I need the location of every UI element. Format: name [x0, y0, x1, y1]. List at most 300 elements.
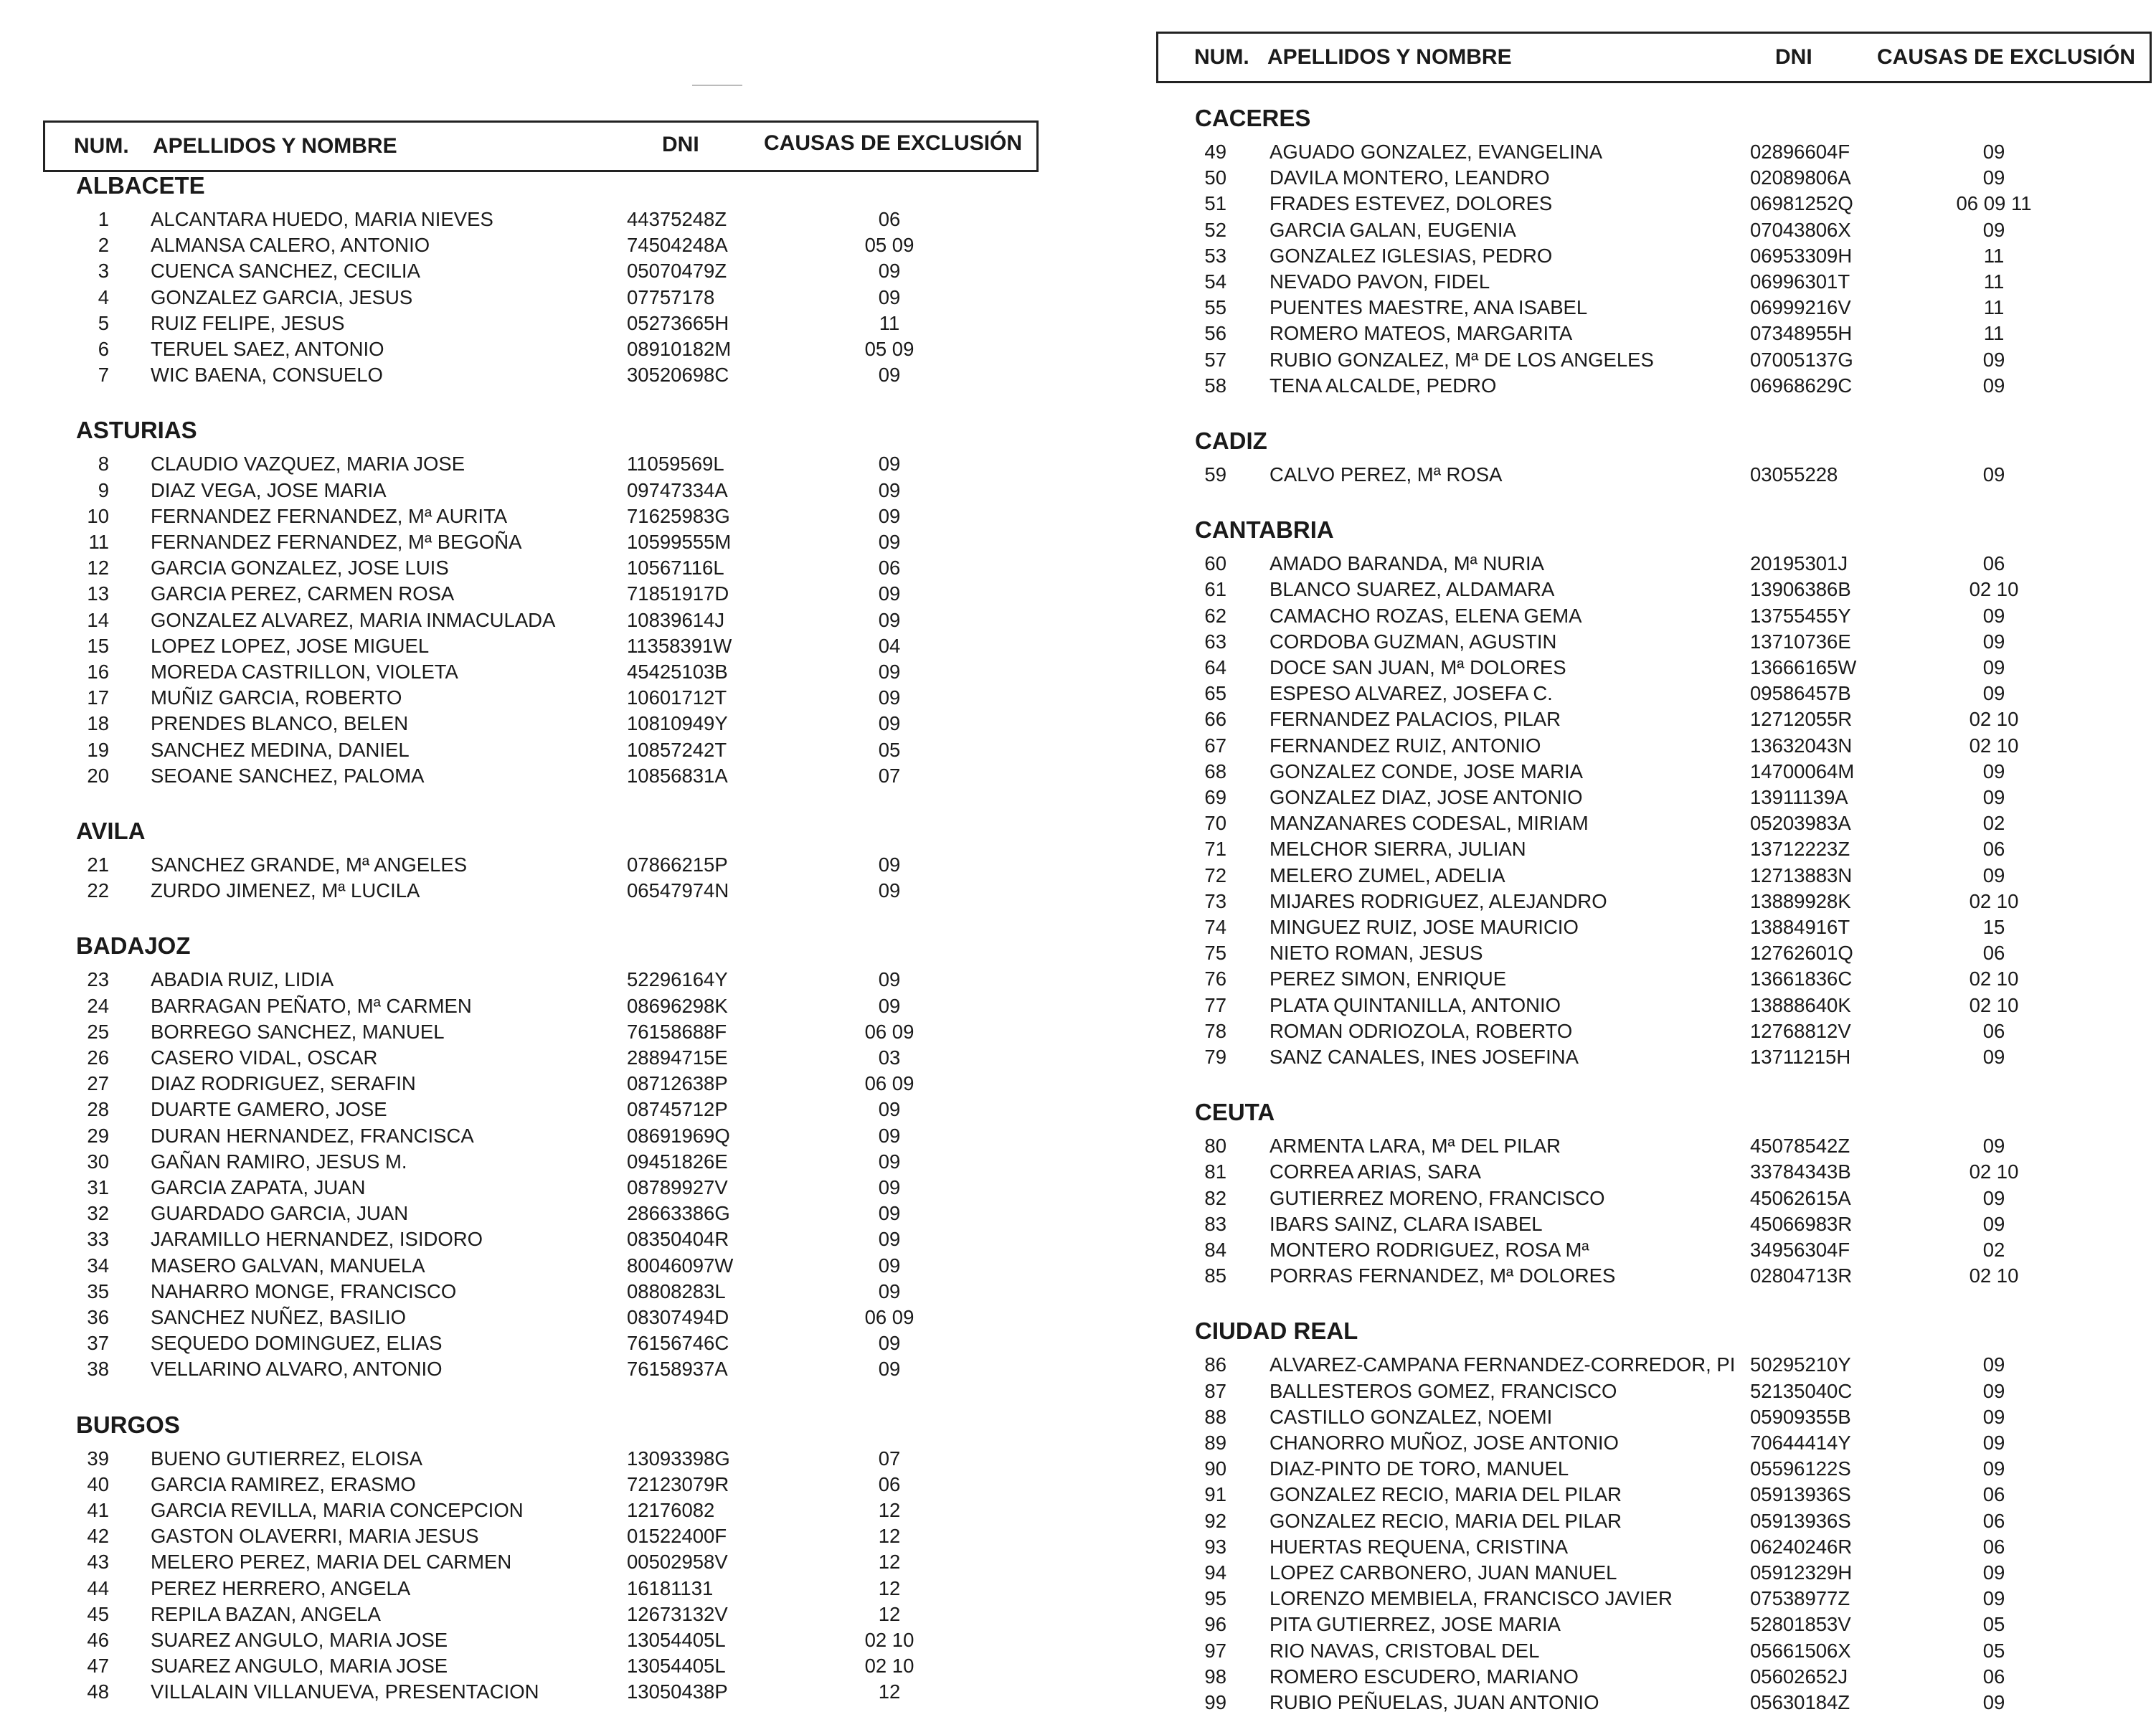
row-number: 8	[98, 453, 109, 476]
row-number: 35	[87, 1280, 109, 1302]
row-number: 64	[1204, 656, 1226, 678]
row-causes: 09	[878, 968, 901, 991]
table-row	[1133, 656, 2152, 682]
row-causes: 02 10	[1969, 734, 2019, 757]
row-causes: 06	[878, 1472, 901, 1495]
row-number: 29	[87, 1124, 109, 1147]
table-row	[1133, 760, 2152, 786]
row-number: 20	[87, 764, 109, 787]
row-dni: 12762601Q	[1750, 942, 1853, 965]
header-causes: CAUSAS DE EXCLUSIÓN	[764, 131, 1023, 155]
row-causes: 09	[878, 504, 901, 527]
row-name: PITA GUTIERREZ, JOSE MARIA	[1270, 1613, 1561, 1636]
row-name: CASERO VIDAL, OSCAR	[151, 1046, 378, 1069]
row-dni: 05913936S	[1750, 1509, 1851, 1532]
row-number: 74	[1204, 916, 1226, 938]
row-dni: 05630184Z	[1750, 1691, 1850, 1713]
row-dni: 28663386G	[627, 1202, 730, 1225]
row-causes: 09	[878, 260, 901, 283]
row-dni: 28894715E	[627, 1046, 728, 1069]
row-number: 95	[1204, 1587, 1226, 1610]
table-row	[1133, 578, 2152, 604]
table-row	[0, 234, 1047, 260]
row-number: 82	[1204, 1186, 1226, 1209]
row-name: GARCIA PEREZ, CARMEN ROSA	[151, 582, 455, 605]
section-heading: CEUTA	[1195, 1099, 1275, 1126]
row-number: 9	[98, 478, 109, 501]
table-row	[1133, 192, 2152, 218]
section-heading: CANTABRIA	[1195, 516, 1334, 544]
row-number: 32	[87, 1202, 109, 1225]
row-name: CORDOBA GUZMAN, AGUSTIN	[1270, 630, 1557, 653]
row-name: GONZALEZ DIAZ, JOSE ANTONIO	[1270, 786, 1583, 808]
row-number: 53	[1204, 244, 1226, 267]
row-causes: 06	[1982, 1509, 2005, 1532]
row-dni: 12673132V	[627, 1602, 728, 1625]
row-name: ZURDO JIMENEZ, Mª LUCILA	[151, 879, 420, 902]
row-number: 39	[87, 1447, 109, 1470]
row-number: 81	[1204, 1160, 1226, 1183]
table-row	[0, 312, 1047, 338]
table-row	[0, 531, 1047, 557]
table-row	[1133, 1020, 2152, 1046]
row-number: 33	[87, 1228, 109, 1251]
table-row	[1133, 994, 2152, 1020]
row-name: MIJARES RODRIGUEZ, ALEJANDRO	[1270, 889, 1607, 912]
table-row	[1133, 838, 2152, 864]
row-causes: 09	[878, 1124, 901, 1147]
row-name: NAHARRO MONGE, FRANCISCO	[151, 1280, 457, 1302]
row-number: 47	[87, 1655, 109, 1678]
table-row	[0, 1176, 1047, 1202]
section-heading: CADIZ	[1195, 427, 1267, 454]
row-dni: 13911139A	[1750, 786, 1848, 808]
row-dni: 76158688F	[627, 1020, 727, 1043]
row-causes: 09	[1982, 604, 2005, 627]
row-dni: 08691969Q	[627, 1124, 730, 1147]
table-row	[0, 879, 1047, 905]
section-heading: ALBACETE	[76, 172, 205, 199]
row-causes: 11	[1983, 296, 2005, 319]
row-causes: 09	[1982, 1432, 2005, 1454]
row-causes: 05	[878, 738, 901, 761]
row-number: 89	[1204, 1432, 1226, 1454]
row-number: 1	[98, 208, 109, 230]
row-number: 11	[88, 531, 109, 553]
table-row	[1133, 968, 2152, 993]
row-number: 73	[1204, 889, 1226, 912]
row-causes: 09	[1982, 1587, 2005, 1610]
row-dni: 13888640K	[1750, 993, 1851, 1016]
table-row	[1133, 1160, 2152, 1186]
table-row	[1133, 245, 2152, 270]
row-causes: 09	[878, 994, 901, 1017]
row-dni: 07757178	[627, 285, 715, 308]
row-name: BORREGO SANCHEZ, MANUEL	[151, 1020, 445, 1043]
row-dni: 12176082	[627, 1499, 715, 1521]
header-name: APELLIDOS Y NOMBRE	[153, 134, 397, 158]
row-dni: 44375248Z	[627, 208, 727, 230]
row-name: LOPEZ CARBONERO, JUAN MANUEL	[1270, 1561, 1617, 1584]
row-dni: 05913936S	[1750, 1483, 1851, 1506]
table-row	[1133, 890, 2152, 916]
row-causes: 02 10	[1969, 578, 2019, 601]
row-dni: 08808283L	[627, 1280, 726, 1302]
row-causes: 09	[1982, 682, 2005, 705]
row-number: 60	[1204, 552, 1226, 575]
table-row	[1133, 864, 2152, 890]
row-number: 54	[1204, 270, 1226, 293]
row-dni: 10856831A	[627, 764, 728, 787]
row-dni: 13661836C	[1750, 968, 1853, 990]
table-row	[0, 1655, 1047, 1680]
row-name: GONZALEZ RECIO, MARIA DEL PILAR	[1270, 1509, 1622, 1532]
row-causes: 12	[878, 1525, 901, 1548]
row-name: GARCIA RAMIREZ, ERASMO	[151, 1472, 416, 1495]
header-num: NUM.	[1194, 45, 1249, 69]
row-number: 58	[1204, 374, 1226, 397]
row-causes: 09	[1982, 141, 2005, 163]
table-row	[0, 1228, 1047, 1254]
row-name: PUENTES MAESTRE, ANA ISABEL	[1270, 296, 1588, 319]
row-causes: 07	[878, 1447, 901, 1470]
row-dni: 12768812V	[1750, 1019, 1851, 1042]
table-row	[1133, 1561, 2152, 1587]
row-dni: 06999216V	[1750, 296, 1851, 319]
row-dni: 45425103B	[627, 661, 728, 683]
row-name: GUTIERREZ MORENO, FRANCISCO	[1270, 1186, 1605, 1209]
row-dni: 03055228	[1750, 463, 1838, 486]
table-row	[1133, 1587, 2152, 1613]
row-number: 96	[1204, 1613, 1226, 1636]
row-number: 65	[1204, 682, 1226, 705]
table-row	[0, 557, 1047, 582]
table-row	[0, 505, 1047, 531]
row-dni: 76156746C	[627, 1332, 729, 1355]
row-number: 98	[1204, 1665, 1226, 1688]
row-number: 70	[1204, 812, 1226, 835]
table-row	[1133, 219, 2152, 245]
row-causes: 09	[878, 1228, 901, 1251]
row-number: 21	[87, 853, 109, 876]
table-row	[0, 1603, 1047, 1629]
row-causes: 09	[1982, 630, 2005, 653]
row-number: 34	[87, 1254, 109, 1277]
row-name: MUÑIZ GARCIA, ROBERTO	[151, 686, 402, 709]
row-name: JARAMILLO HERNANDEZ, ISIDORO	[151, 1228, 483, 1251]
row-number: 10	[87, 504, 109, 527]
row-causes: 09	[878, 478, 901, 501]
row-dni: 13054405L	[627, 1629, 726, 1651]
row-dni: 06547974N	[627, 879, 729, 902]
row-number: 23	[87, 968, 109, 991]
row-dni: 07538977Z	[1750, 1587, 1850, 1610]
row-dni: 10567116L	[627, 557, 724, 580]
row-dni: 06996301T	[1750, 270, 1850, 293]
row-causes: 09	[878, 853, 901, 876]
row-name: MONTERO RODRIGUEZ, ROSA Mª	[1270, 1239, 1589, 1261]
table-row	[1133, 630, 2152, 656]
row-causes: 06	[1982, 552, 2005, 575]
row-causes: 02	[1982, 812, 2005, 835]
row-dni: 13712223Z	[1750, 838, 1850, 861]
row-name: MELCHOR SIERRA, JULIAN	[1270, 838, 1526, 861]
row-name: NEVADO PAVON, FIDEL	[1270, 270, 1490, 293]
row-name: PEREZ SIMON, ENRIQUE	[1270, 968, 1507, 990]
row-dni: 07043806X	[1750, 218, 1851, 241]
table-row	[1133, 1457, 2152, 1483]
row-name: BARRAGAN PEÑATO, Mª CARMEN	[151, 994, 472, 1017]
row-causes: 02 10	[864, 1655, 914, 1678]
table-row	[0, 479, 1047, 505]
row-dni: 71625983G	[627, 504, 730, 527]
section-heading: CACERES	[1195, 105, 1311, 131]
table-row	[0, 686, 1047, 712]
table-row	[1133, 682, 2152, 708]
row-dni: 07866215P	[627, 853, 728, 876]
row-number: 28	[87, 1098, 109, 1121]
row-name: RUBIO PEÑUELAS, JUAN ANTONIO	[1270, 1691, 1599, 1713]
table-row	[0, 635, 1047, 661]
row-causes: 02	[1982, 1239, 2005, 1261]
row-dni: 30520698C	[627, 364, 729, 387]
table-row	[1133, 1406, 2152, 1432]
table-row	[0, 1150, 1047, 1176]
table-row	[1133, 1640, 2152, 1665]
row-name: DAVILA MONTERO, LEANDRO	[1270, 166, 1550, 189]
row-name: DIAZ RODRIGUEZ, SERAFIN	[151, 1072, 416, 1095]
row-number: 72	[1204, 864, 1226, 886]
row-number: 6	[98, 338, 109, 360]
row-number: 38	[87, 1358, 109, 1381]
row-number: 36	[87, 1306, 109, 1328]
row-causes: 06	[1982, 1535, 2005, 1558]
row-number: 16	[87, 661, 109, 683]
row-dni: 13755455Y	[1750, 604, 1851, 627]
row-dni: 70644414Y	[1750, 1432, 1851, 1454]
row-number: 14	[87, 608, 109, 631]
row-name: GONZALEZ RECIO, MARIA DEL PILAR	[1270, 1483, 1622, 1506]
row-causes: 09	[878, 1280, 901, 1302]
row-dni: 13710736E	[1750, 630, 1851, 653]
row-dni: 13711215H	[1750, 1046, 1851, 1068]
row-number: 90	[1204, 1457, 1226, 1480]
table-row	[0, 1098, 1047, 1124]
row-name: GAÑAN RAMIRO, JESUS M.	[151, 1150, 407, 1173]
row-number: 86	[1204, 1353, 1226, 1376]
row-number: 25	[87, 1020, 109, 1043]
row-number: 51	[1204, 192, 1226, 215]
table-row	[0, 712, 1047, 738]
row-causes: 09	[1982, 1561, 2005, 1584]
table-row	[1133, 786, 2152, 812]
row-number: 68	[1204, 760, 1226, 782]
row-dni: 52801853V	[1750, 1613, 1851, 1636]
row-name: CUENCA SANCHEZ, CECILIA	[151, 260, 420, 283]
row-name: AGUADO GONZALEZ, EVANGELINA	[1270, 141, 1603, 163]
table-row	[1133, 1432, 2152, 1457]
row-number: 37	[87, 1332, 109, 1355]
row-name: MOREDA CASTRILLON, VIOLETA	[151, 661, 458, 683]
row-name: CALVO PEREZ, Mª ROSA	[1270, 463, 1503, 486]
row-causes: 09	[878, 285, 901, 308]
row-name: SANCHEZ GRANDE, Mª ANGELES	[151, 853, 468, 876]
row-causes: 05	[1982, 1613, 2005, 1636]
row-dni: 08910182M	[627, 338, 732, 360]
row-name: ALMANSA CALERO, ANTONIO	[151, 234, 430, 257]
row-number: 13	[87, 582, 109, 605]
row-causes: 05 09	[864, 234, 914, 257]
row-name: SUAREZ ANGULO, MARIA JOSE	[151, 1629, 448, 1651]
row-name: SEOANE SANCHEZ, PALOMA	[151, 764, 425, 787]
row-causes: 06	[878, 557, 901, 580]
row-causes: 09	[878, 1098, 901, 1121]
table-row	[0, 1072, 1047, 1098]
row-number: 49	[1204, 141, 1226, 163]
row-name: ARMENTA LARA, Mª DEL PILAR	[1270, 1135, 1561, 1158]
row-number: 80	[1204, 1135, 1226, 1158]
row-dni: 08307494D	[627, 1306, 729, 1328]
row-causes: 06	[1982, 838, 2005, 861]
row-dni: 13889928K	[1750, 889, 1851, 912]
row-name: PEREZ HERRERO, ANGELA	[151, 1576, 411, 1599]
row-name: CASTILLO GONZALEZ, NOEMI	[1270, 1405, 1553, 1428]
row-number: 15	[87, 634, 109, 657]
row-name: ROMAN ODRIOZOLA, ROBERTO	[1270, 1019, 1573, 1042]
table-row	[1133, 1187, 2152, 1213]
row-causes: 02 10	[1969, 889, 2019, 912]
table-row	[0, 1447, 1047, 1473]
row-causes: 05	[1982, 1639, 2005, 1662]
row-dni: 10857242T	[627, 738, 727, 761]
table-row	[0, 1280, 1047, 1306]
row-name: CAMACHO ROZAS, ELENA GEMA	[1270, 604, 1582, 627]
row-dni: 10810949Y	[627, 712, 728, 735]
row-causes: 09	[1982, 1135, 2005, 1158]
row-dni: 06981252Q	[1750, 192, 1853, 215]
row-number: 97	[1204, 1639, 1226, 1662]
row-dni: 10601712T	[627, 686, 727, 709]
row-dni: 08745712P	[627, 1098, 728, 1121]
table-row	[0, 1551, 1047, 1576]
row-name: RUIZ FELIPE, JESUS	[151, 311, 345, 334]
row-name: GONZALEZ GARCIA, JESUS	[151, 285, 413, 308]
row-number: 87	[1204, 1379, 1226, 1402]
row-causes: 09	[1982, 1212, 2005, 1235]
row-causes: 09	[878, 453, 901, 476]
table-row	[0, 968, 1047, 994]
table-row	[0, 1499, 1047, 1525]
row-dni: 76158937A	[627, 1358, 728, 1381]
row-causes: 09	[1982, 1186, 2005, 1209]
row-causes: 09	[878, 1332, 901, 1355]
row-dni: 50295210Y	[1750, 1353, 1851, 1376]
row-dni: 13884916T	[1750, 916, 1850, 938]
table-row	[0, 995, 1047, 1021]
row-causes: 09	[878, 879, 901, 902]
table-row	[1133, 374, 2152, 400]
row-name: HUERTAS REQUENA, CRISTINA	[1270, 1535, 1569, 1558]
row-dni: 06240246R	[1750, 1535, 1853, 1558]
row-dni: 07005137G	[1750, 348, 1853, 371]
row-number: 17	[87, 686, 109, 709]
left-column-header	[43, 120, 1039, 172]
row-causes: 09	[1982, 1353, 2005, 1376]
row-causes: 09	[1982, 218, 2005, 241]
row-causes: 06	[1982, 1665, 2005, 1688]
row-causes: 02 10	[1969, 968, 2019, 990]
row-number: 77	[1204, 993, 1226, 1016]
table-row	[1133, 463, 2152, 489]
row-number: 79	[1204, 1046, 1226, 1068]
row-dni: 07348955H	[1750, 322, 1853, 345]
row-name: TENA ALCALDE, PEDRO	[1270, 374, 1497, 397]
row-number: 93	[1204, 1535, 1226, 1558]
table-row	[1133, 1691, 2152, 1717]
row-number: 67	[1204, 734, 1226, 757]
row-causes: 09	[1982, 1405, 2005, 1428]
table-row	[0, 1332, 1047, 1358]
row-name: DUARTE GAMERO, JOSE	[151, 1098, 387, 1121]
row-name: GASTON OLAVERRI, MARIA JESUS	[151, 1525, 479, 1548]
row-dni: 33784343B	[1750, 1160, 1851, 1183]
table-row	[1133, 708, 2152, 734]
row-name: VELLARINO ALVARO, ANTONIO	[151, 1358, 443, 1381]
row-dni: 00502958V	[627, 1551, 728, 1574]
row-causes: 12	[878, 1602, 901, 1625]
row-name: TERUEL SAEZ, ANTONIO	[151, 338, 384, 360]
row-causes: 05 09	[864, 338, 914, 360]
row-dni: 71851917D	[627, 582, 729, 605]
table-row	[1133, 1510, 2152, 1536]
row-name: MELERO PEREZ, MARIA DEL CARMEN	[151, 1551, 512, 1574]
row-name: GARCIA GALAN, EUGENIA	[1270, 218, 1516, 241]
row-causes: 12	[878, 1680, 901, 1703]
row-causes: 03	[878, 1046, 901, 1069]
row-dni: 74504248A	[627, 234, 728, 257]
row-dni: 13632043N	[1750, 734, 1853, 757]
row-causes: 11	[1983, 270, 2005, 293]
row-causes: 06	[1982, 1019, 2005, 1042]
row-causes: 09	[878, 686, 901, 709]
table-row	[1133, 1536, 2152, 1561]
row-name: CORREA ARIAS, SARA	[1270, 1160, 1481, 1183]
table-row	[0, 1680, 1047, 1706]
row-number: 92	[1204, 1509, 1226, 1532]
row-number: 43	[87, 1551, 109, 1574]
row-name: GARCIA ZAPATA, JUAN	[151, 1176, 366, 1198]
row-dni: 05602652J	[1750, 1665, 1848, 1688]
row-dni: 52296164Y	[627, 968, 728, 991]
row-dni: 12712055R	[1750, 708, 1853, 731]
row-number: 30	[87, 1150, 109, 1173]
row-number: 19	[87, 738, 109, 761]
row-causes: 07	[878, 764, 901, 787]
row-name: PLATA QUINTANILLA, ANTONIO	[1270, 993, 1561, 1016]
table-row	[0, 765, 1047, 790]
row-number: 52	[1204, 218, 1226, 241]
header-num: NUM.	[74, 134, 129, 158]
row-causes: 06	[1982, 1483, 2005, 1506]
row-dni: 05273665H	[627, 311, 729, 334]
row-dni: 13093398G	[627, 1447, 730, 1470]
row-dni: 13666165W	[1750, 656, 1857, 678]
table-row	[0, 853, 1047, 879]
row-name: MASERO GALVAN, MANUELA	[151, 1254, 425, 1277]
row-causes: 09	[1982, 1457, 2005, 1480]
table-row	[1133, 552, 2152, 578]
row-dni: 20195301J	[1750, 552, 1848, 575]
